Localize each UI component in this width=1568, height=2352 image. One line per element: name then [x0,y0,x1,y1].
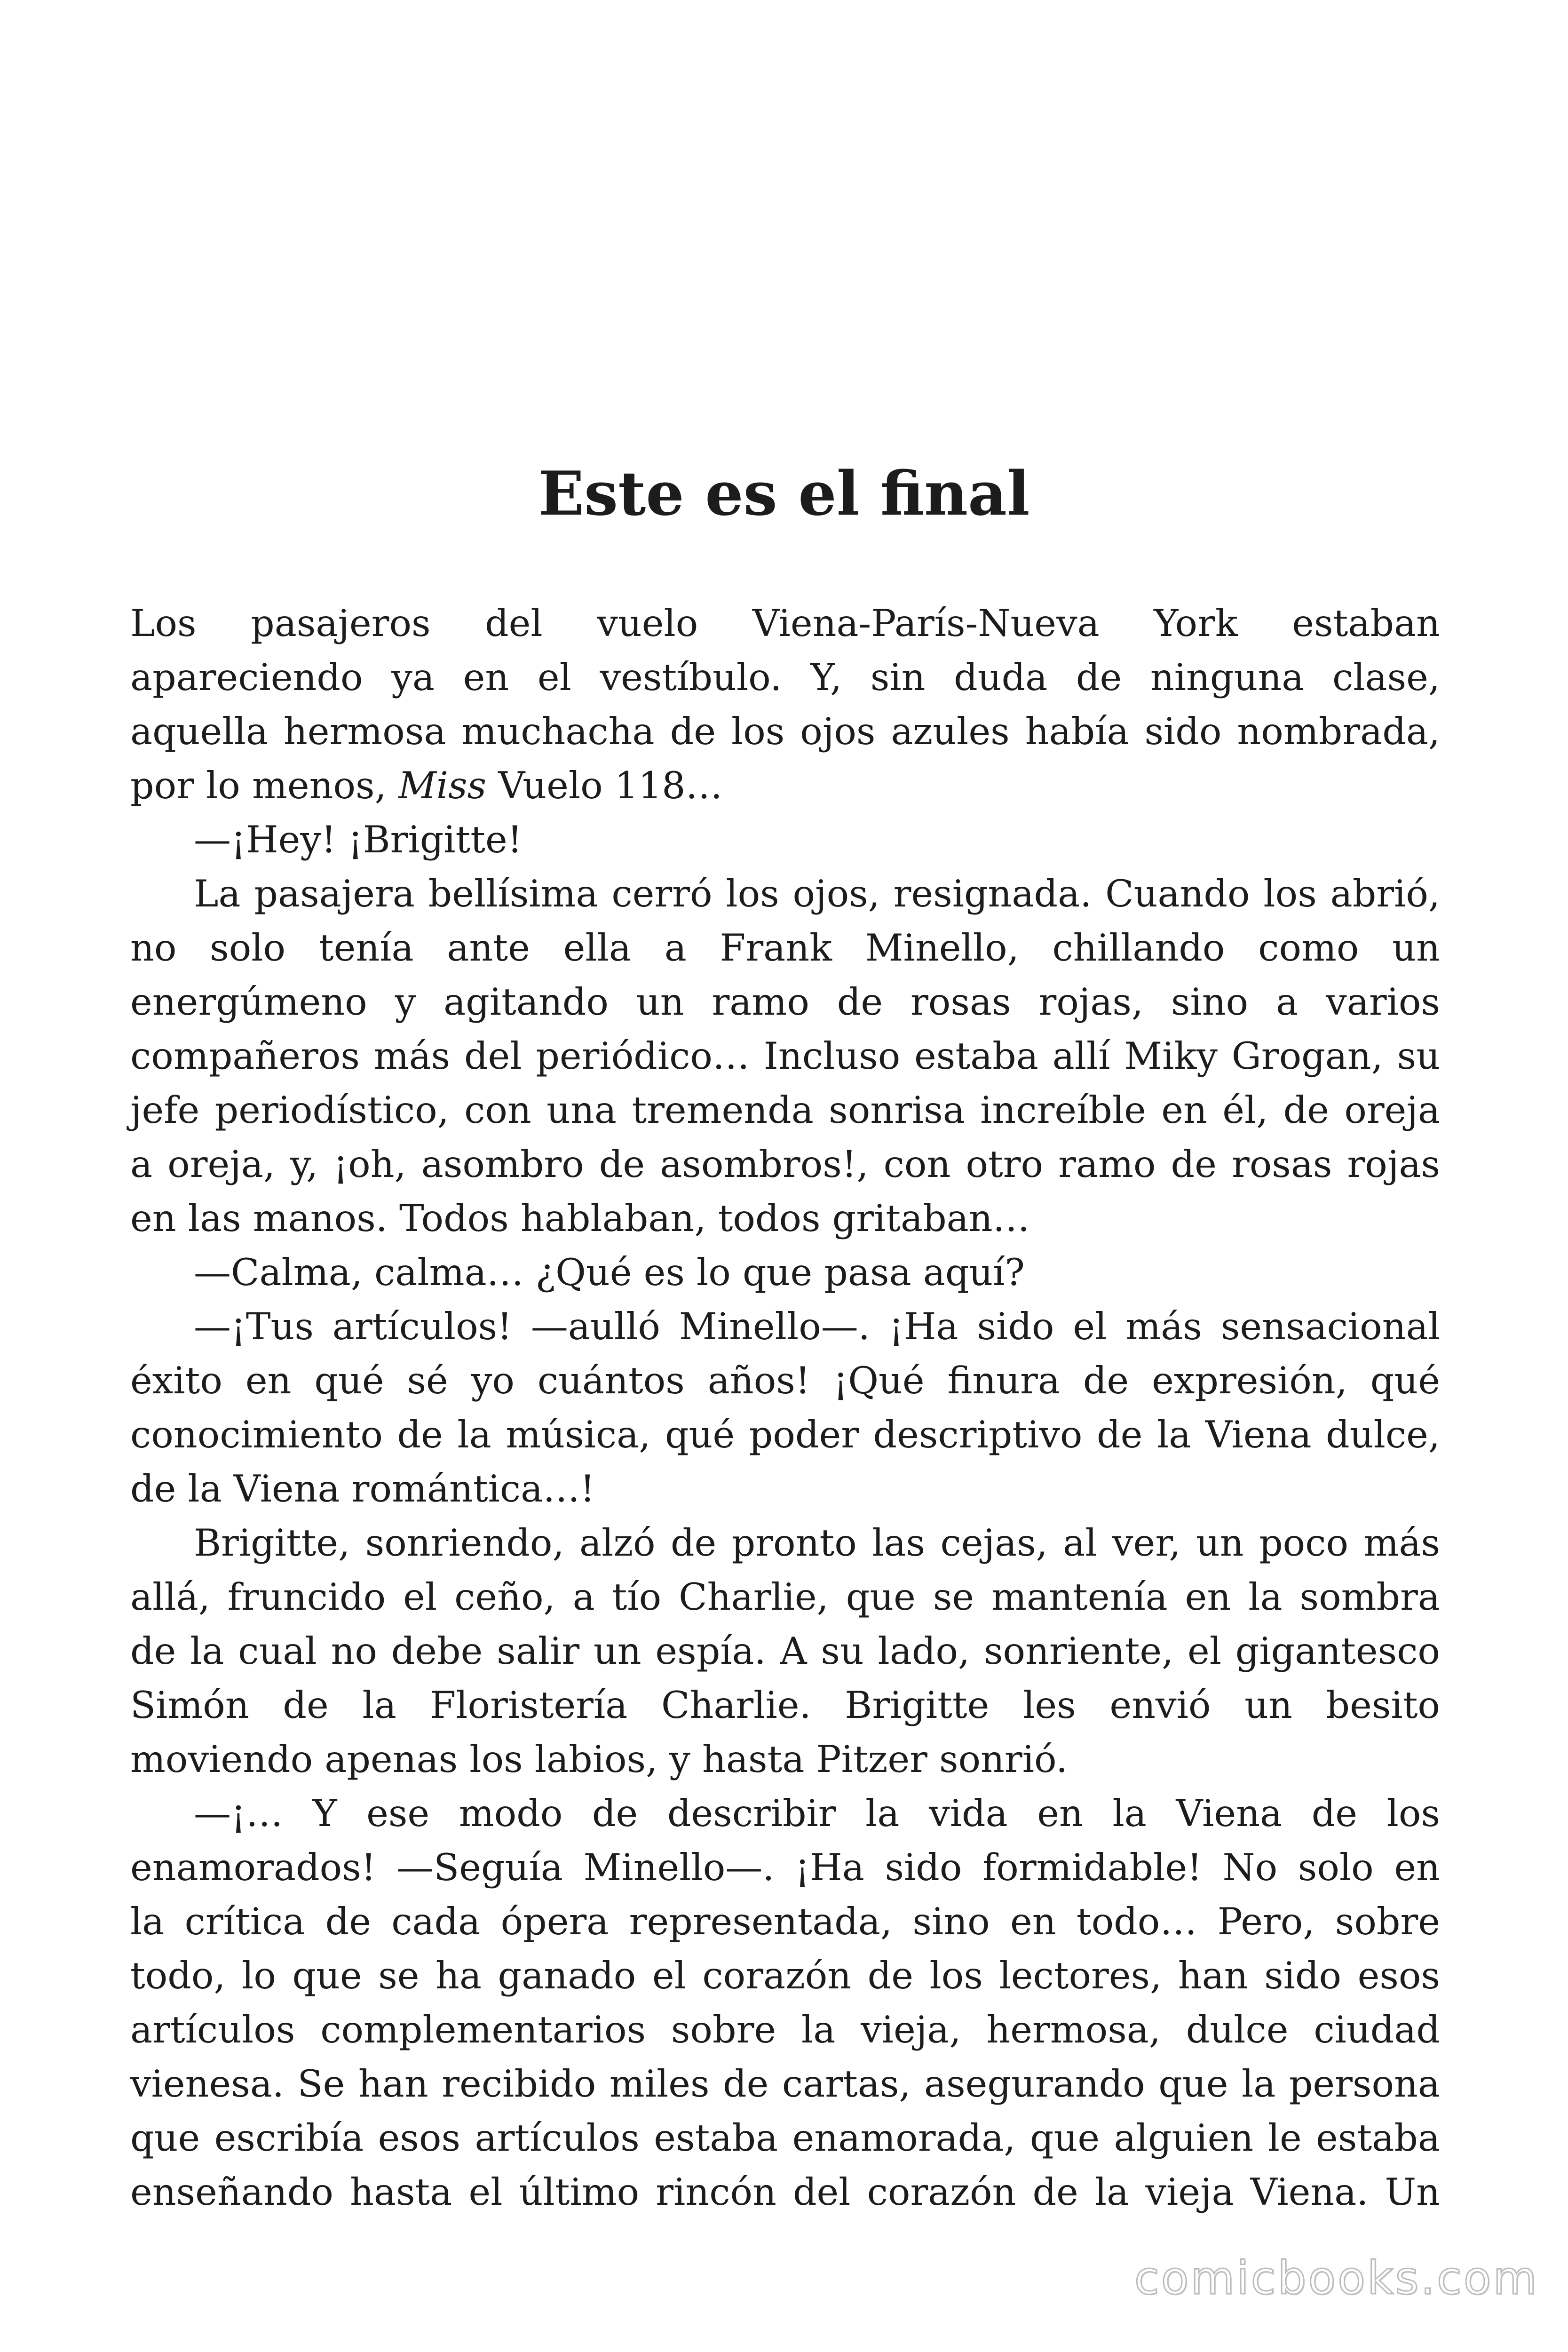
text-line: en las manos. Todos hablaban, todos gritaban… [130,1197,1030,1240]
chapter-title: Este es el final [538,459,1030,529]
text-line: Los pasajeros del vuelo Viena-París-Nueva York estaban [130,602,1440,645]
text-line: compañeros más del periódico… Incluso estaba allí Miky Grogan, su [130,1034,1440,1078]
text-fragment: por lo menos, [130,764,387,807]
text-line: jefe periodístico, con una tremenda sonrisa increíble en él, de oreja [130,1089,1440,1132]
dialogue-line: —¡Hey! ¡Brigitte! [194,818,523,861]
text-line: todo, lo que se ha ganado el corazón de los lectores, han sido esos [130,1954,1440,1997]
text-line: moviendo apenas los labios, y hasta Pitzer sonrió. [130,1738,1068,1781]
text-line [130,759,1440,813]
text-line: no solo tenía ante ella a Frank Minello, chillando como un [130,926,1440,969]
text-line: de la Viena romántica…! [130,1467,595,1510]
dialogue-line: —Calma, calma… ¿Qué es lo que pasa aquí? [194,1251,1025,1294]
text-line: artículos complementarios sobre la vieja, hermosa, dulce ciudad [130,2008,1440,2051]
site-watermark: comicbooks.com [1134,2252,1539,2304]
text-line: energúmeno y agitando un ramo de rosas rojas, sino a varios [130,980,1440,1024]
text-line: a oreja, y, ¡oh, asombro de asombros!, con otro ramo de rosas rojas [130,1143,1440,1186]
dialogue-line: —¡Tus artículos! —aulló Minello—. ¡Ha sido el más sensacional [194,1305,1440,1348]
text-line: de la cual no debe salir un espía. A su lado, sonriente, el gigantesco [130,1629,1440,1673]
text-line: éxito en qué sé yo cuántos años! ¡Qué finura de expresión, qué [130,1359,1440,1402]
text-line: la crítica de cada ópera representada, sino en todo… Pero, sobre [130,1900,1440,1943]
text-line: Simón de la Floristería Charlie. Brigitte les envió un besito [130,1684,1440,1727]
italic-word: Miss [398,764,487,807]
text-line: vienesa. Se han recibido miles de cartas, asegurando que la persona [130,2062,1440,2106]
text-line: allá, fruncido el ceño, a tío Charlie, que se mantenía en la sombra [130,1575,1440,1619]
text-line: enseñando hasta el último rincón del corazón de la vieja Viena. Un [130,2170,1440,2214]
text-line: apareciendo ya en el vestíbulo. Y, sin duda de ninguna clase, [130,656,1440,699]
text-fragment: Vuelo 118… [486,764,723,807]
text-line: aquella hermosa muchacha de los ojos azules había sido nombrada, [130,710,1440,753]
chapter-body [130,596,1440,2219]
text-line: enamorados! —Seguía Minello—. ¡Ha sido formidable! No solo en [130,1846,1440,1889]
text-line: conocimiento de la música, qué poder descriptivo de la Viena dulce, [130,1413,1440,1456]
text-line: Brigitte, sonriendo, alzó de pronto las cejas, al ver, un poco más [194,1521,1440,1565]
text-line: que escribía esos artículos estaba enamorada, que alguien le estaba [130,2116,1440,2160]
dialogue-line: —¡… Y ese modo de describir la vida en la Viena de los [194,1792,1440,1835]
text-line: La pasajera bellísima cerró los ojos, resignada. Cuando los abrió, [194,872,1440,915]
